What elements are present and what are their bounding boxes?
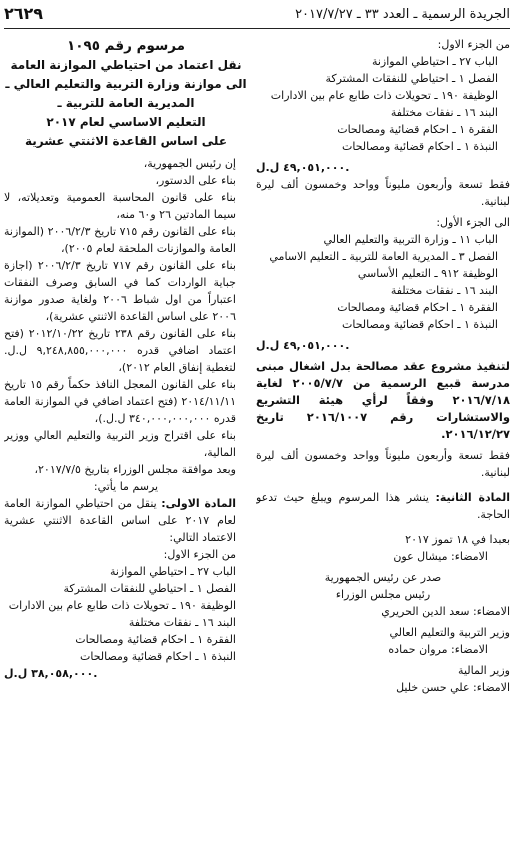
signature-line: وزير المالية	[458, 664, 510, 677]
signature-line: الامضاء: سعد الدين الحريري	[381, 605, 510, 618]
signature-line: الامضاء: علي حسن خليل	[396, 681, 510, 694]
to-label: الى الجزء الأول:	[436, 216, 510, 229]
decree-heading-line: التعليم الاساسي لعام ٢٠١٧	[46, 115, 206, 129]
amount-in-words: فقط تسعة وأربعون مليوناً وواحد وخمسون ألف ليرة لبنانية.	[256, 178, 510, 208]
preamble-line: بناء على القانون رقم ٧١٧ تاريخ ٢٠٠٦/٢/٣ (اجازة جباية الواردات كما في السابق وصرف النفقات اعتباراً من اول شباط ٢٠٠٦ ولغاية صدور موازنة ٢٠٠٦ على اساس القاعدة الاثنتي عشرية)،	[4, 259, 236, 323]
article-1	[4, 495, 248, 546]
signing-date: بعبدا في ١٨ تموز ٢٠١٧	[405, 533, 510, 546]
page-number: ٢٦٢٩	[4, 4, 44, 23]
preamble-line: بناء على القانون رقم ٢٣٨ تاريخ ٢٠١٢/١٠/٢٢ (فتح اعتماد اضافي قدره ٩,٢٤٨,٨٥٥,٠٠٠,٠٠٠ ل.ل. لتغطية إنفاق العام ٢٠١٢)،	[4, 327, 237, 374]
preamble-line: إن رئيس الجمهورية،	[143, 157, 236, 170]
amount: ٣٨,٠٥٨,٠٠٠ ل.ل.	[4, 667, 98, 680]
decree-title: مرسوم رقم ١٠٩٥	[67, 38, 185, 54]
preamble-line: بناء على الدستور،	[155, 174, 236, 187]
signature-line: الامضاء: ميشال عون	[393, 550, 488, 563]
budget-line: الفقرة ١ ـ احكام قضائية ومصالحات	[337, 301, 498, 314]
article-2	[256, 489, 510, 523]
page-header	[4, 2, 510, 29]
article-2-text: ينشر هذا المرسوم ويبلغ حيث تدعو الحاجة.	[256, 491, 510, 521]
budget-line: الباب ١١ ـ وزارة التربية والتعليم العالي	[323, 233, 498, 246]
decree-heading-line: المديرية العامة للتربية ـ	[57, 96, 195, 110]
budget-line: الفصل ١ ـ احتياطي للنفقات المشتركة	[325, 72, 498, 85]
budget-line: الفقرة ١ ـ احكام قضائية ومصالحات	[75, 633, 236, 646]
budget-line: النبذة ١ ـ احكام قضائية ومصالحات	[342, 140, 498, 153]
signature-line: رئيس مجلس الوزراء	[335, 588, 431, 601]
decree-heading-line: نقل اعتماد من احتياطي الموازنة العامة	[10, 58, 242, 72]
article-1-text: ينقل من احتياطي الموازنة العامة لعام ٢٠١٧ على اساس القاعدة الاثنتي عشرية الاعتماد التالي:	[4, 497, 236, 544]
budget-line: الوظيفة ١٩٠ ـ تحويلات ذات طابع عام بين الادارات	[8, 599, 236, 612]
signature-line: وزير التربية والتعليم العالي	[389, 626, 510, 639]
decree-heading-line: على اساس القاعدة الاثنتي عشرية	[24, 134, 228, 148]
amount: ٤٩,٠٥١,٠٠٠ ل.ل.	[256, 339, 350, 352]
preamble-line: بناء على اقتراح وزير التربية والتعليم العالي ووزير المالية،	[4, 429, 236, 459]
decrees-label: يرسم ما يأتي:	[93, 480, 159, 493]
preamble-line: وبعد موافقة مجلس الوزراء بتاريخ ٢٠١٧/٧/٥،	[34, 463, 236, 476]
budget-line: الباب ٢٧ ـ احتياطي الموازنة	[371, 55, 498, 68]
article-1-label: المادة الاولى:	[161, 497, 236, 510]
right-column	[256, 36, 510, 850]
from-label: من الجزء الاول:	[163, 548, 236, 561]
budget-line: النبذة ١ ـ احكام قضائية ومصالحات	[80, 650, 236, 663]
gazette-title: الجريدة الرسمية ـ العدد ٣٣ ـ ٢٠١٧/٧/٢٧	[295, 7, 510, 22]
budget-line: الوظيفة ١٩٠ ـ تحويلات ذات طابع عام بين الادارات	[270, 89, 498, 102]
budget-line: الباب ٢٧ ـ احتياطي الموازنة	[109, 565, 236, 578]
budget-line: البند ١٦ ـ نفقات مختلفة	[390, 106, 498, 119]
budget-line: الفصل ٣ ـ المديرية العامة للتربية ـ التعليم الاسامي	[269, 250, 498, 263]
purpose-paragraph: لتنفيذ مشروع عقد مصالحة بدل اشغال مبنى مدرسة قبيع الرسمية من ٢٠٠٥/٧/٧ لغاية ٢٠١٦/٧/١٨ وفقاً لرأي هيئة التشريع والاستشارات رقم ٢٠١٦/١٠٠٧ تاريخ ٢٠١٦/١٢/٢٧.	[256, 359, 510, 441]
decree-heading-line: الى موازنة وزارة التربية والتعليم العالي ـ	[5, 77, 247, 91]
signature-line: الامضاء: مروان حماده	[388, 643, 488, 656]
left-column	[4, 36, 248, 850]
budget-line: البند ١٦ ـ نفقات مختلفة	[128, 616, 236, 629]
preamble-line: بناء على قانون المحاسبة العمومية وتعديلاته، لا سيما المادتين ٢٦ و٦٠ منه،	[4, 191, 236, 221]
budget-line: البند ١٦ ـ نفقات مختلفة	[390, 284, 498, 297]
signature-line: صدر عن رئيس الجمهورية	[324, 571, 442, 584]
amount: ٤٩,٠٥١,٠٠٠ ل.ل.	[256, 161, 350, 174]
article-2-label: المادة الثانية:	[435, 491, 510, 504]
preamble-line: بناء على القانون رقم ٧١٥ تاريخ ٢٠٠٦/٢/٣ (الموازنة العامة والموازنات الملحقة لعام ٢٠٠٥)،	[4, 225, 236, 255]
budget-line: الفقرة ١ ـ احكام قضائية ومصالحات	[337, 123, 498, 136]
budget-line: الفصل ١ ـ احتياطي للنفقات المشتركة	[63, 582, 236, 595]
amount-in-words: فقط تسعة وأربعون مليوناً وواحد وخمسون ألف ليرة لبنانية.	[256, 449, 510, 479]
budget-line: النبذة ١ ـ احكام قضائية ومصالحات	[342, 318, 498, 331]
from-label: من الجزء الاول:	[437, 38, 510, 51]
budget-line: الوظيفة ٩١٢ ـ التعليم الأساسي	[357, 267, 498, 280]
preamble-line: بناء على القانون المعجل النافذ حكماً رقم ١٥ تاريخ ٢٠١٤/١١/١١ (فتح اعتماد اضافي في الموازنة العامة قدره ٣٤٠,٠٠٠,٠٠٠,٠٠٠ ل.ل.)،	[4, 378, 236, 425]
